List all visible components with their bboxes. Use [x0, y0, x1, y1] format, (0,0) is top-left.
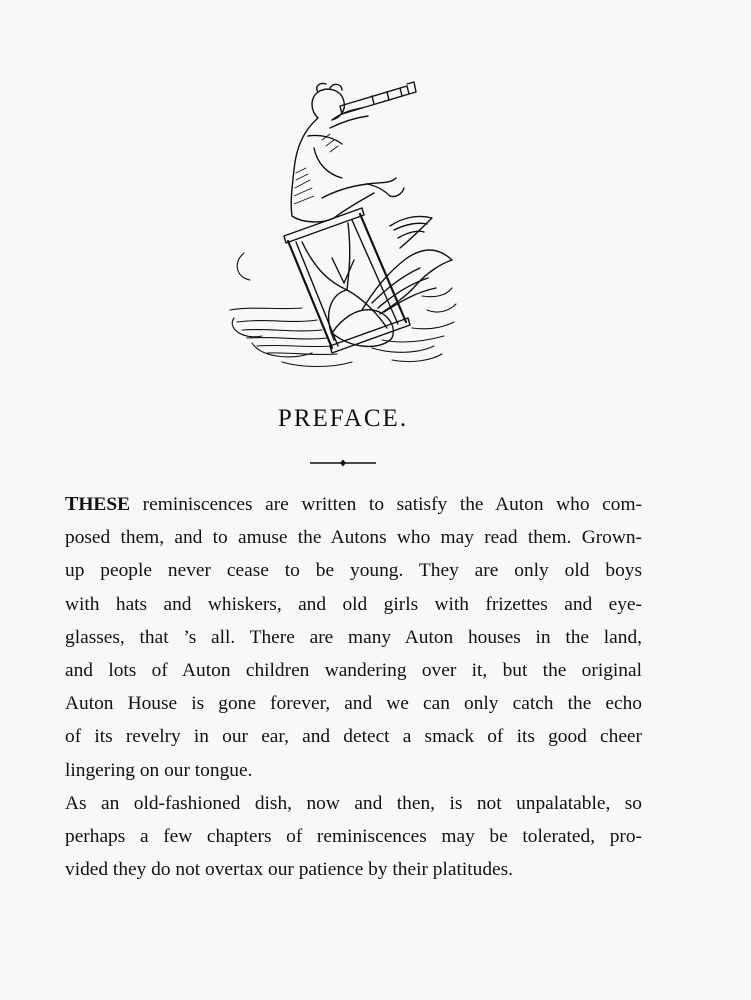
- text-line: glasses, that ’s all. There are many Auton houses in the land,: [65, 626, 642, 648]
- page-title: PREFACE.: [277, 405, 409, 432]
- preface-body: [44, 488, 642, 886]
- text-line: and lots of Auton children wandering over it, but the original: [65, 660, 642, 682]
- paragraph-2: [44, 787, 642, 887]
- text-line: Auton House is gone forever, and we can only catch the echo: [65, 693, 642, 715]
- text-line: perhaps a few chapters of reminiscences may be tolerated, pro-: [65, 826, 642, 848]
- lead-word-rest: HESE: [78, 494, 131, 515]
- text-line: up people never cease to be young. They are only old boys: [65, 560, 642, 582]
- text-line: with hats and whiskers, and old girls with frizettes and eye-: [65, 593, 642, 615]
- text-line: lingering on our tongue.: [65, 759, 253, 781]
- text-line: As an old-fashioned dish, now and then, is not unpalatable, so: [65, 792, 642, 814]
- cherub-with-telescope-riding-hourglass-on-swan-icon: [222, 78, 467, 378]
- text-line: of its revelry in our ear, and detect a smack of its good cheer: [65, 726, 642, 748]
- text-line: posed them, and to amuse the Autons who may read them. Grown-: [65, 527, 642, 549]
- frontispiece-vignette: [222, 78, 467, 378]
- drop-initial: T: [65, 493, 79, 515]
- text-line: vided they do not overtax our patience by their platitudes.: [65, 859, 514, 881]
- paragraph-1: [44, 488, 642, 787]
- ornamental-rule-icon: [310, 458, 376, 468]
- text-line: reminiscences are written to satisfy the Auton who com-: [130, 494, 642, 515]
